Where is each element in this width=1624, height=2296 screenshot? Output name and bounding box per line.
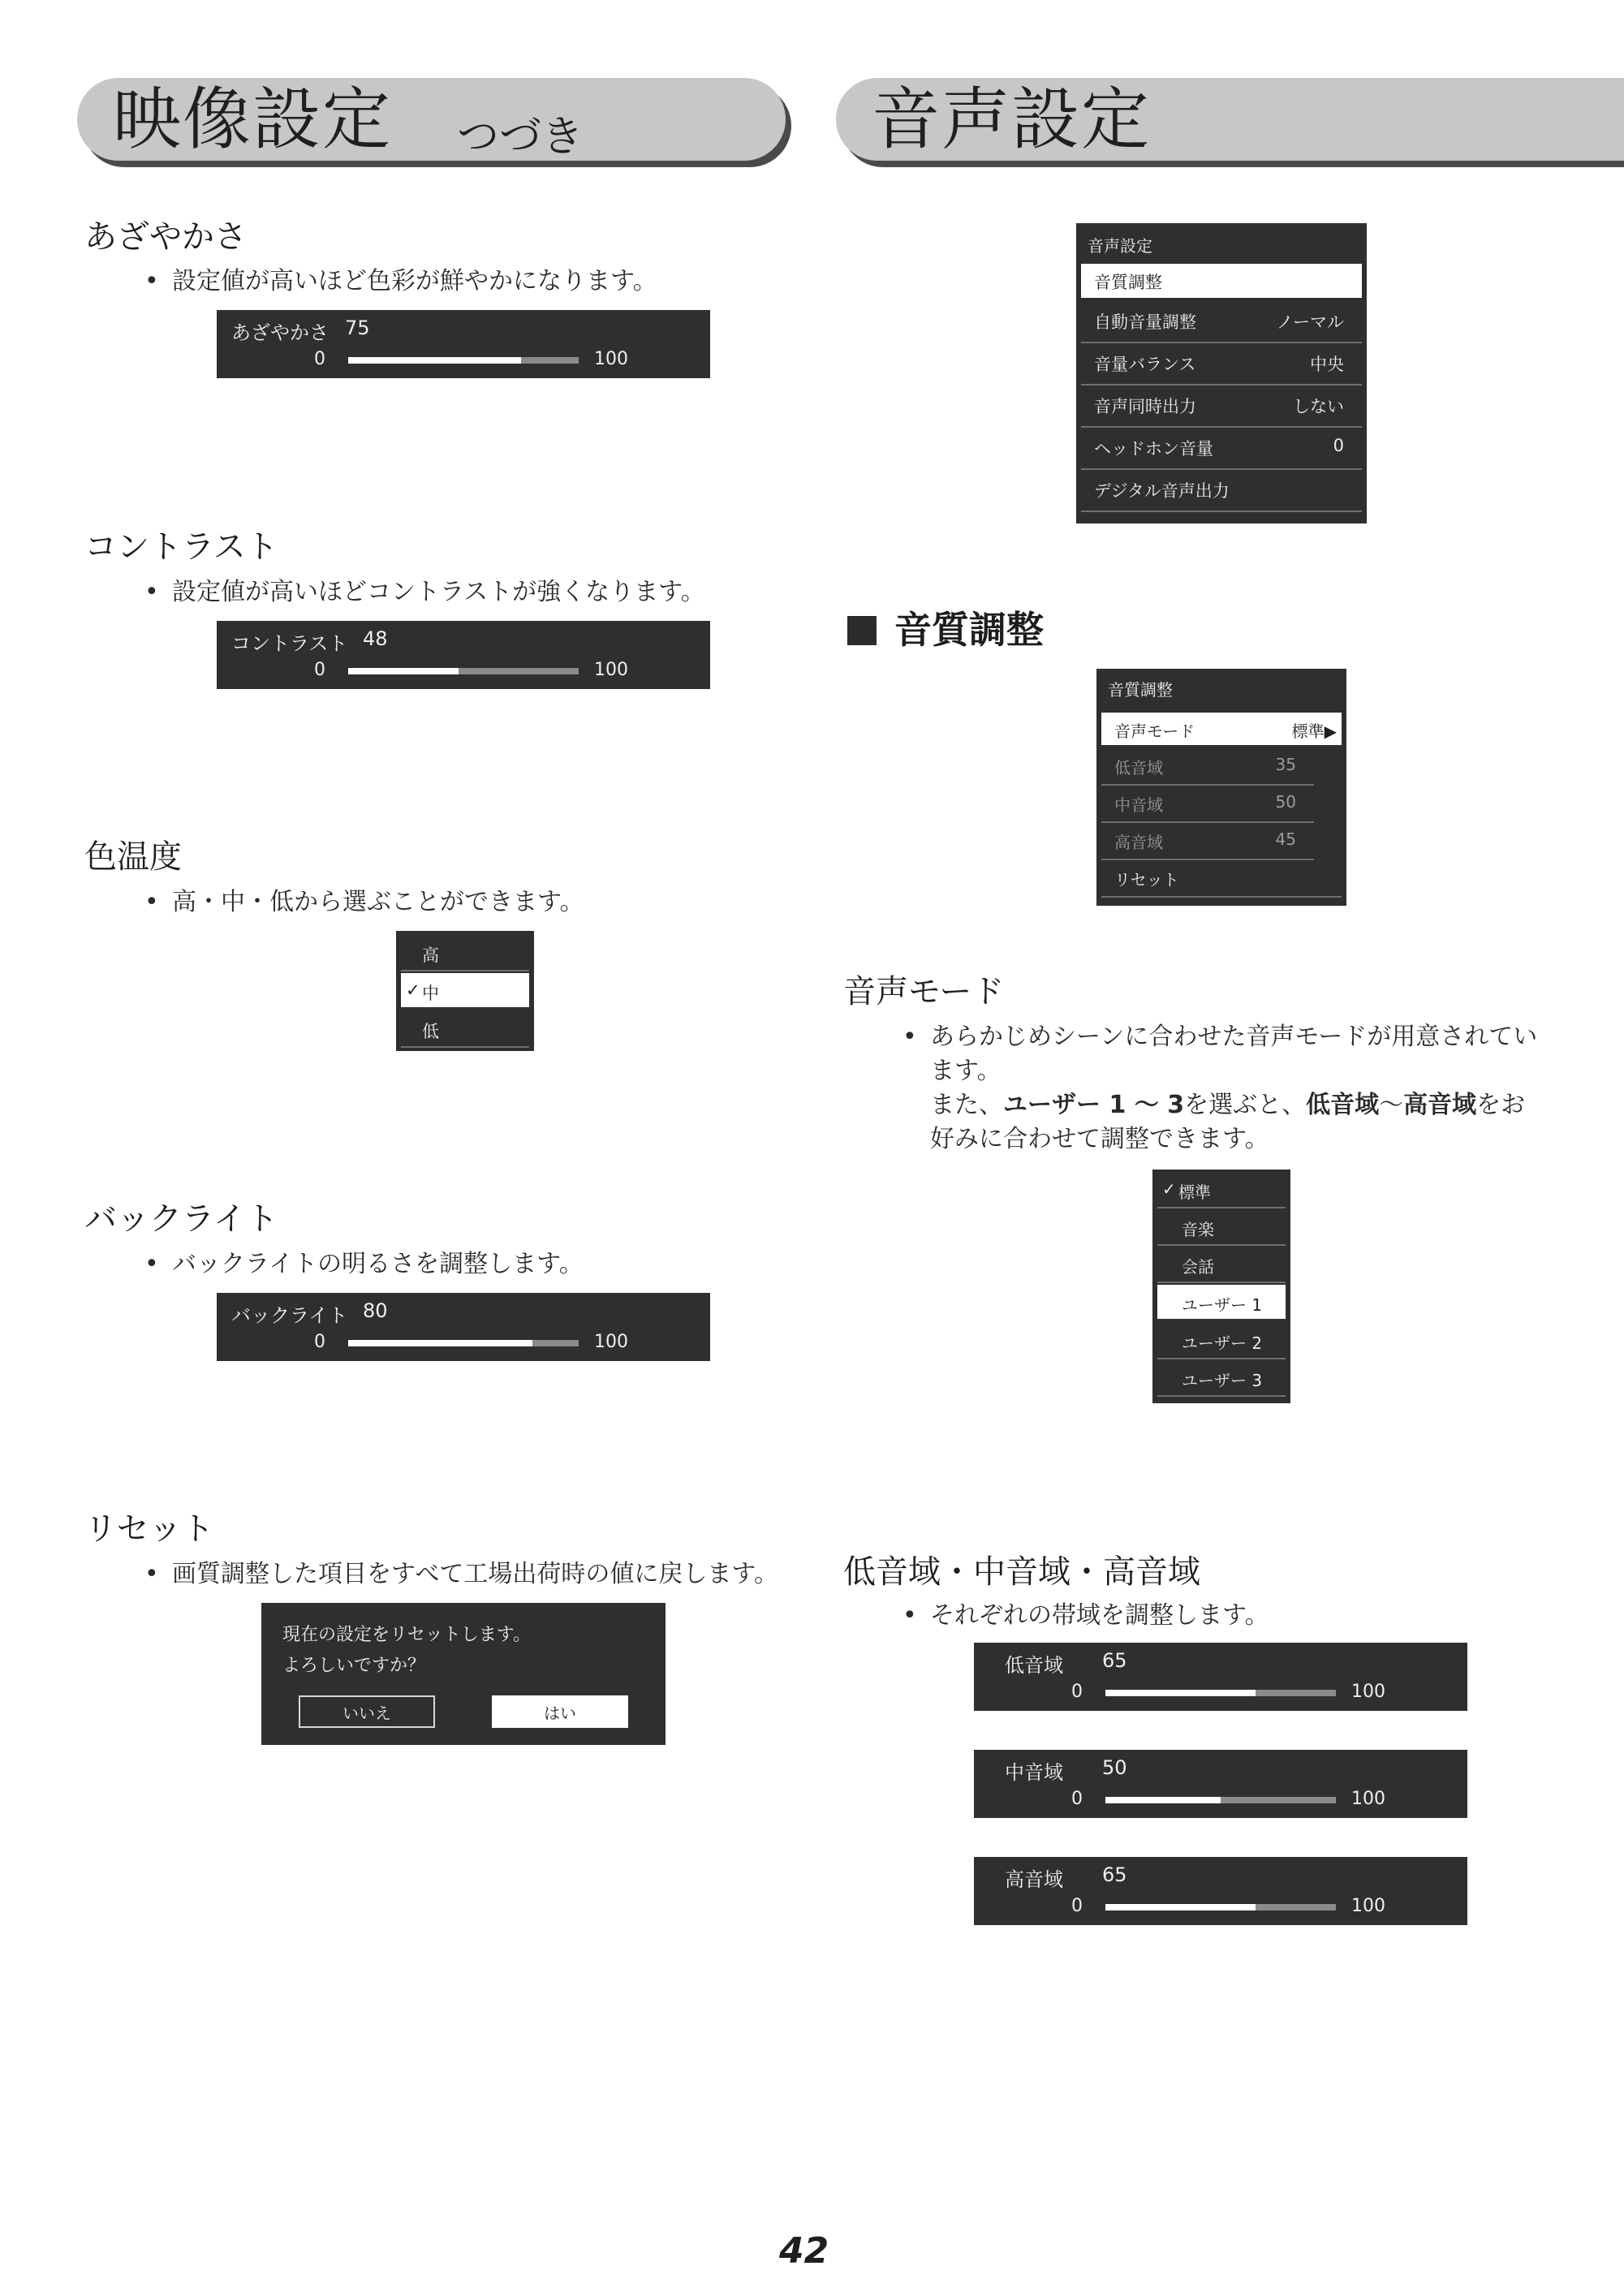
menu-item-simultaneous-output[interactable]: 音声同時出力 しない [1081, 386, 1362, 428]
banner-subtitle: つづき [457, 113, 584, 162]
heading-sound-mode: 音声モード [843, 973, 1005, 1010]
option-music[interactable]: 音楽 [1157, 1208, 1286, 1246]
slider-label: バックライト [231, 1304, 348, 1327]
slider-panel-mid [974, 1750, 1467, 1818]
heading-color-temp: 色温度 [84, 838, 182, 876]
bullet-color-temp: • 高・中・低から選ぶことができます。 [144, 888, 584, 916]
slider-min: 0 [314, 1332, 325, 1352]
menu-item-sound-quality[interactable]: 音質調整 [1081, 264, 1362, 298]
menu-item-digital-output[interactable]: デジタル音声出力 [1081, 470, 1362, 512]
slider-track[interactable] [348, 668, 579, 674]
slider-max: 100 [1351, 1896, 1385, 1916]
dialog-message-2: よろしいですか？ [282, 1656, 426, 1676]
slider-value: 80 [363, 1299, 388, 1322]
slider-min: 0 [1071, 1682, 1083, 1702]
reset-dialog [261, 1603, 666, 1745]
slider-label: 高音域 [1005, 1868, 1063, 1891]
menu-item-reset[interactable]: リセット [1101, 859, 1342, 898]
slider-panel-treble [974, 1857, 1467, 1925]
option-user-1[interactable]: ユーザー 1 [1157, 1285, 1286, 1319]
bullet-sound-mode: • あらかじめシーンに合わせた音声モードが用意されてい ます。 また、ユーザー 1 ～ 3を選ぶと、低音域～高音域をお 好みに合わせて調整できます。 [902, 1023, 1538, 1153]
slider-label: 中音域 [1005, 1761, 1063, 1784]
menu-item-sound-mode[interactable]: 音声モード 標準▶ [1101, 713, 1342, 745]
check-icon: ✓ [1162, 1179, 1176, 1199]
section-banner-audio [836, 78, 1624, 161]
menu-item-balance[interactable]: 音量バランス 中央 [1081, 343, 1362, 386]
banner-title: 映像設定 [113, 80, 393, 159]
bullet-bands: • それぞれの帯域を調整します。 [902, 1601, 1269, 1630]
audio-settings-menu [1076, 223, 1367, 523]
check-icon: ✓ [406, 980, 420, 1000]
slider-value: 65 [1102, 1863, 1127, 1886]
menu-item-bass[interactable]: 低音域 35 [1101, 747, 1314, 786]
sound-quality-menu [1096, 669, 1346, 906]
heading-bands: 低音域・中音域・高音域 [843, 1553, 1200, 1591]
sound-mode-menu [1152, 1170, 1290, 1403]
menu-title: 音声設定 [1088, 236, 1152, 256]
slider-max: 100 [1351, 1789, 1385, 1809]
option-user-2[interactable]: ユーザー 2 [1157, 1322, 1286, 1359]
menu-title: 音質調整 [1108, 680, 1173, 700]
slider-fill [348, 668, 459, 674]
banner-title: 音声設定 [872, 80, 1152, 159]
slider-min: 0 [1071, 1789, 1083, 1809]
option-low[interactable]: 低 [401, 1010, 529, 1048]
slider-fill [348, 1340, 532, 1346]
slider-panel-contrast [217, 621, 710, 689]
option-conversation[interactable]: 会話 [1157, 1246, 1286, 1283]
bullet-backlight: • バックライトの明るさを調整します。 [144, 1250, 584, 1278]
slider-value: 65 [1102, 1649, 1127, 1672]
option-high[interactable]: 高 [401, 934, 529, 971]
yes-button[interactable]: はい [492, 1695, 628, 1728]
slider-track[interactable] [348, 357, 579, 364]
slider-panel-bass [974, 1643, 1467, 1711]
option-standard[interactable]: ✓ 標準 [1157, 1171, 1286, 1208]
slider-fill [348, 357, 521, 364]
color-temp-menu [396, 931, 534, 1051]
menu-item-auto-volume[interactable]: 自動音量調整 ノーマル [1081, 301, 1362, 343]
dialog-message-1: 現在の設定をリセットします。 [282, 1625, 532, 1645]
slider-max: 100 [1351, 1682, 1385, 1702]
slider-label: あざやかさ [231, 321, 329, 344]
option-user-3[interactable]: ユーザー 3 [1157, 1359, 1286, 1397]
slider-label: 低音域 [1005, 1654, 1063, 1677]
page-number: 42 [779, 2230, 829, 2272]
slider-track[interactable] [1105, 1797, 1336, 1803]
slider-fill [1105, 1904, 1256, 1910]
no-button[interactable]: いいえ [299, 1695, 435, 1728]
heading-reset: リセット [84, 1510, 214, 1548]
square-bullet-icon [847, 616, 877, 645]
slider-label: コントラスト [231, 632, 348, 655]
bullet-vividness: • 設定値が高いほど色彩が鮮やかになります。 [144, 267, 657, 295]
slider-track[interactable] [1105, 1690, 1336, 1696]
slider-fill [1105, 1690, 1256, 1696]
slider-value: 75 [345, 317, 370, 339]
heading-vividness: あざやかさ [84, 218, 247, 256]
heading-backlight: バックライト [84, 1200, 278, 1238]
slider-panel-vividness [217, 310, 710, 378]
slider-track[interactable] [1105, 1904, 1336, 1910]
menu-item-mid[interactable]: 中音域 50 [1101, 784, 1314, 823]
bullet-contrast: • 設定値が高いほどコントラストが強くなります。 [144, 578, 705, 606]
slider-value: 48 [363, 627, 388, 650]
slider-track[interactable] [348, 1340, 579, 1346]
slider-min: 0 [314, 660, 325, 680]
slider-panel-backlight [217, 1293, 710, 1361]
heading-sound-quality: 音質調整 [847, 601, 1044, 654]
heading-contrast: コントラスト [84, 528, 278, 566]
option-medium[interactable]: ✓ 中 [401, 973, 529, 1007]
slider-max: 100 [594, 660, 628, 680]
section-banner-video [77, 78, 786, 161]
menu-item-headphone-volume[interactable]: ヘッドホン音量 0 [1081, 428, 1362, 470]
slider-min: 0 [314, 349, 325, 369]
menu-item-treble[interactable]: 高音域 45 [1101, 821, 1314, 860]
slider-max: 100 [594, 1332, 628, 1352]
slider-value: 50 [1102, 1756, 1127, 1779]
slider-min: 0 [1071, 1896, 1083, 1916]
slider-fill [1105, 1797, 1221, 1803]
bullet-reset: • 画質調整した項目をすべて工場出荷時の値に戻します。 [144, 1560, 778, 1588]
slider-max: 100 [594, 349, 628, 369]
